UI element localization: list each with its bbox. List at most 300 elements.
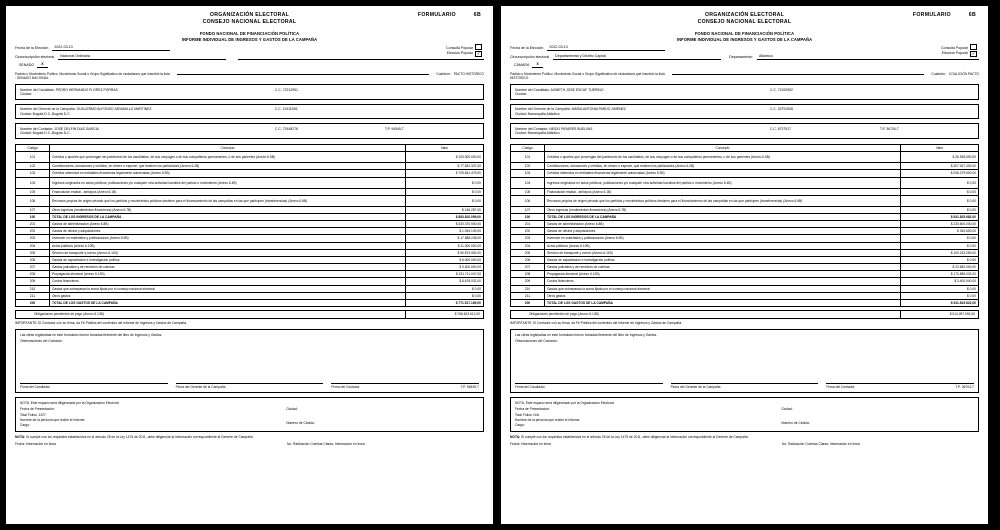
gerente-ciudad-value: Barranquilla,Atlántico — [527, 111, 560, 116]
candidato-ciudad — [515, 92, 770, 96]
table-row — [511, 213, 979, 220]
declaracion-line-1: Las cifras registradas en este formulario fueron tomadas fielmente del libro de Ingresos y Gastos. — [515, 333, 658, 338]
org-line-2: CONSEJO NACIONAL ELECTORAL — [202, 18, 297, 25]
row-concept: Servicio de transporte y correo (Anexo 6.11B) — [545, 249, 901, 256]
row-concept: Otros gastos — [545, 292, 901, 299]
circunscripcion-row — [15, 54, 484, 60]
contador-name-value: JOSE DELFIN DIAZ GARCIA — [54, 126, 99, 131]
row-concept: Gastos judiciales y de rendición de cuentas — [545, 264, 901, 271]
row-concept: Inversión en materiales y publicaciones (Anexo 6.9B) — [50, 235, 406, 242]
row-value: $ 3.400.940,00 — [901, 278, 979, 285]
contador-cc-label: C.C. — [275, 126, 282, 131]
row-code: 100 — [511, 213, 545, 220]
checkbox-boxes — [475, 44, 482, 57]
row-value: $ 541.825.682,00 — [901, 213, 979, 220]
signature-contador-caption — [331, 384, 479, 389]
consulta-popular-checkbox[interactable] — [970, 44, 977, 50]
table-row — [511, 292, 979, 299]
gerente-cc — [770, 107, 880, 111]
signature-contador[interactable] — [826, 377, 974, 389]
row-concept: Créditos obtenidos en entidades financieras legalmente autorizadas (Anexo 6.3B) — [545, 170, 901, 177]
row-value: $ 17.588.236,00 — [406, 235, 484, 242]
col-codigo: Código — [16, 145, 50, 152]
footer-radicacion: No. Radicación Cuentas Claras: Información en línea — [287, 442, 365, 447]
row-code: 107 — [511, 206, 545, 213]
candidato-name-label: Nombre del Candidato: — [515, 87, 550, 92]
corporacion-mark[interactable]: X — [37, 62, 47, 68]
row-code: 205 — [511, 249, 545, 256]
gerente-cc-value: 32791508 — [777, 107, 793, 112]
row-code: 211 — [511, 292, 545, 299]
table-row — [511, 206, 979, 213]
row-concept: Financiación estatal - anticipos (Anexo 6.1B) — [50, 188, 406, 195]
row-value: $ 705.841.475,00 — [406, 170, 484, 177]
ingresos-gastos-table — [15, 144, 484, 307]
table-row — [511, 152, 979, 163]
gerente-cc-label: C.C. — [275, 107, 282, 112]
signature-candidato-caption — [515, 384, 663, 389]
row-concept: Otros ingresos (rendimientos financieros) (Anexo 6.7B) — [50, 206, 406, 213]
col-concepto: Concepto — [50, 145, 406, 152]
row-code: 201 — [511, 221, 545, 228]
table-body — [511, 152, 979, 307]
row-value: $ 0,00 — [406, 195, 484, 206]
bottom-footer — [510, 442, 979, 446]
row-value: $ 6.000.000,00 — [406, 256, 484, 263]
fecha-presentacion-label: Fecha de Presentación: — [20, 406, 55, 411]
candidato-ciudad — [20, 92, 275, 96]
total-folios-label: Total Folios: — [515, 412, 533, 417]
row-code: 208 — [16, 271, 50, 278]
row-code: 207 — [511, 264, 545, 271]
gerente-ciudad — [515, 112, 770, 116]
fecha-eleccion-value[interactable]: 2022-03-13 — [52, 45, 170, 51]
col-valor: Valor — [406, 145, 484, 152]
bottom-nota — [15, 435, 484, 439]
row-value: $ 0,00 — [901, 206, 979, 213]
contador-ciudad-value: Barranquilla,Atlántico — [527, 131, 560, 136]
signature-gerente-caption — [176, 384, 324, 389]
row-concept: Contribuciones, donaciones y créditos, en dinero o especie, que realicen los particulares (Anexo 6.2B) — [50, 163, 406, 170]
formulario-label: FORMULARIO — [912, 12, 952, 18]
row-value: $ 0,00 — [901, 195, 979, 206]
table-row — [511, 278, 979, 285]
partido-label: Partido o Movimiento Político, Movimiento Social o Grupo Significativo de ciudadanos que inscribió la lista — [15, 71, 170, 76]
corporacion-label: CÁMARA — [514, 62, 530, 67]
row-code: 204 — [16, 242, 50, 249]
contador-name-value: NEIDO PAYARES BUELVAS — [549, 126, 593, 131]
contador-ciudad — [20, 131, 275, 135]
row-concept: Gastos judiciales y de rendición de cuentas — [50, 264, 406, 271]
candidato-cc-label: C.C. — [275, 87, 282, 92]
signature-contador-tp: T.P. 94545-T — [460, 384, 480, 389]
table-row — [16, 221, 484, 228]
table-row — [511, 188, 979, 195]
signature-contador-tp: T.P. 36704-T — [955, 384, 975, 389]
total-folios-row — [20, 413, 286, 417]
row-concept: Créditos o aportes que provengan del patrimonio de los candidatos, de sus cónyuges o de sus compañeros permanentes, o de sus parientes (Anexo 6.5B) — [50, 152, 406, 163]
row-value: $ 100.000.000,00 — [406, 152, 484, 163]
row-value: $ 330.370.900,00 — [406, 221, 484, 228]
candidato-ciudad-label: Ciudad: — [20, 91, 32, 96]
candidato-cc-label: C.C. — [770, 87, 777, 92]
footer-fecha: Fecha: Información en línea — [15, 442, 56, 447]
circunscripcion-label: Circunscripción electoral — [15, 55, 55, 60]
declaracion-line-1: Las cifras registradas en este formulario fueron tomadas fielmente del libro de Ingresos y Gastos. — [20, 333, 163, 338]
table-row — [16, 299, 484, 306]
eleccion-popular-checkbox[interactable]: ✓ — [971, 51, 976, 57]
ingresos-gastos-table — [510, 144, 979, 307]
row-code: 104 — [511, 177, 545, 188]
signature-gerente-rule — [671, 377, 819, 384]
table-row — [16, 278, 484, 285]
org-line-1: ORGANIZACIÓN ELECTORAL — [704, 12, 785, 18]
candidato-name-value: AGMETH JOSE ESCAF TIJERINO — [550, 87, 604, 92]
table-head — [16, 145, 484, 152]
signature-contador-rule — [826, 377, 974, 384]
row-code: 208 — [511, 271, 545, 278]
row-code: 210 — [16, 285, 50, 292]
nombre-receptor-label: Nombre de la persona que recibe el informe: — [20, 418, 86, 423]
corporacion-label: SENADO — [19, 62, 35, 67]
row-concept: Gastos de administración (Anexo 6.8B) — [545, 221, 901, 228]
consulta-popular-checkbox[interactable] — [475, 44, 482, 50]
formulario-number-block — [913, 12, 976, 19]
gerente-ciudad-row — [20, 112, 479, 116]
signature-lines — [20, 377, 479, 389]
coalicion-value: PACTO HISTÓRICO — [453, 71, 484, 76]
row-value: $ 26.538.590,00 — [901, 152, 979, 163]
table-row — [16, 177, 484, 188]
form-6b-page-2 — [501, 6, 988, 524]
circunscripcion-value[interactable]: Departamental y Distrito Capital — [553, 54, 721, 60]
row-value: $ 9.400.000,00 — [406, 264, 484, 271]
obligaciones-value: $ 766.623.612,00 — [406, 310, 484, 318]
bottom-nota-text: Si cumple con los requisitos establecidos en el artículo 25 de la Ley 1475 de 2011, debe diligenciar la información correspondiente al Gerente de Campaña — [520, 434, 748, 439]
contador-cc-value: 79148276 — [282, 126, 298, 131]
gerente-ciudad-row — [515, 112, 974, 116]
row-concept: Contribuciones, donaciones y créditos, en dinero o especie, que realicen los particulares (Anexo 6.2B) — [545, 163, 901, 170]
contador-tp-label: T.P. — [880, 126, 886, 131]
table-row — [16, 163, 484, 170]
row-code: 206 — [16, 256, 50, 263]
fecha-eleccion-label: Fecha de la Elección — [510, 46, 544, 51]
organization-heading — [510, 12, 979, 25]
row-value: $ 771.517.169,00 — [406, 299, 484, 306]
table-row — [16, 242, 484, 249]
row-code: 107 — [16, 206, 50, 213]
nota-box-left — [20, 405, 286, 426]
contador-tp-value: 94545-T — [391, 126, 404, 131]
contador-box — [15, 123, 484, 139]
signature-gerente[interactable] — [671, 377, 819, 389]
contador-cc-label: C.C. — [770, 126, 777, 131]
row-value: $ 170.585.032,00 — [901, 271, 979, 278]
coalicion-value: COALICIÓN PACTO — [948, 71, 979, 76]
table-header-row — [16, 145, 484, 152]
gerente-name-value: MARIA ANTONIA PARDO JIMENEZ — [571, 107, 626, 112]
table-row — [16, 285, 484, 292]
table-row — [16, 292, 484, 299]
checkbox-labels — [446, 46, 473, 56]
eleccion-popular-label: Elección Popular — [941, 50, 968, 55]
row-concept: Inversión en materiales y publicaciones (Anexo 6.9B) — [545, 235, 901, 242]
row-value: $ 0,00 — [901, 292, 979, 299]
row-concept: Actos públicos (Anexo 6.10B) — [545, 242, 901, 249]
table-row — [511, 163, 979, 170]
bottom-nota-text: Si cumple con los requisitos establecidos en el artículo 25 de la Ley 1475 de 2011, debe diligenciar la información correspondiente al Gerente de Campaña — [25, 434, 253, 439]
corporacion-row — [15, 62, 484, 68]
table-row — [511, 177, 979, 188]
consulta-popular-label: Consulta Popular — [446, 45, 473, 50]
contador-ciudad-value: Bogotá D.C.,Bogotá D.C. — [32, 131, 71, 136]
gerente-ciudad-label: Ciudad: — [20, 111, 32, 116]
row-code: 105 — [16, 188, 50, 195]
gerente-box — [15, 104, 484, 120]
obligaciones-row — [511, 310, 979, 318]
table-row — [16, 170, 484, 177]
contador-cc — [770, 127, 880, 131]
table-row — [511, 249, 979, 256]
row-concept: Servicio de transporte y correo (Anexo 6.11B) — [50, 249, 406, 256]
table-row — [511, 285, 979, 292]
organization-heading — [15, 12, 484, 25]
row-code: 206 — [511, 256, 545, 263]
signature-candidato-rule — [20, 377, 168, 384]
candidato-box — [510, 84, 979, 100]
row-value: $ 0,00 — [901, 177, 979, 188]
corporacion-mark[interactable]: X — [532, 62, 542, 68]
table-row — [16, 152, 484, 163]
ciudad-recepcion-label: Ciudad: — [286, 406, 298, 411]
bottom-nota-bold: NOTA: — [15, 434, 26, 439]
row-code: 100 — [16, 213, 50, 220]
row-code: 205 — [16, 249, 50, 256]
org-line-2: CONSEJO NACIONAL ELECTORAL — [697, 18, 792, 25]
row-concept: Gastos de oficina y adquisiciones — [50, 228, 406, 235]
gerente-name-label: Nombre del Gerente de la Campaña: — [20, 107, 76, 112]
row-concept: Gastos que sobrepasan la suma fijada por el consejo nacional electoral — [50, 285, 406, 292]
table-row — [16, 235, 484, 242]
row-value: $ 883.810.099,00 — [406, 213, 484, 220]
table-row — [511, 235, 979, 242]
total-folios-value: N/A — [533, 412, 540, 417]
contador-tp-label: T.P. — [385, 126, 391, 131]
signature-gerente-label: Firma del Gerente de la Campaña — [670, 384, 721, 389]
contador-ciudad-row — [20, 131, 479, 135]
table-row — [511, 242, 979, 249]
election-type-checkboxes — [446, 44, 482, 57]
candidato-name-value: PEDRO HERNANDO FLOREZ PORRAS — [55, 87, 118, 92]
eleccion-popular-checkbox[interactable]: ✓ — [476, 51, 481, 57]
signature-gerente-rule — [176, 377, 324, 384]
col-concepto: Concepto — [545, 145, 901, 152]
row-concept: Recursos propios de origen privado que los partidos y movimientos políticos destinen para el financiamiento de las campañas en las que participen (transferencias) (Anexo 6.6B) — [545, 195, 901, 206]
row-concept: Propaganda electoral (Anexo 6.12B) — [50, 271, 406, 278]
table-row — [511, 264, 979, 271]
total-folios-value: 1207 — [38, 412, 46, 417]
obligaciones-table — [510, 310, 979, 319]
row-value: $ 331.711.047,00 — [406, 271, 484, 278]
gerente-ciudad-value: Bogotá D.C.,Bogotá D.C. — [32, 111, 71, 116]
signature-gerente[interactable] — [176, 377, 324, 389]
row-concept: Recursos propios de origen privado que los partidos y movimientos políticos destinen para el financiamiento de las campañas en las que participen (transferencias) (Anexo 6.6B) — [50, 195, 406, 206]
table-head — [511, 145, 979, 152]
numero-cedula-label: Número de Cédula: — [286, 421, 315, 426]
total-folios-row — [515, 413, 781, 417]
table-row — [16, 264, 484, 271]
row-code: 102 — [16, 163, 50, 170]
cargo-label: Cargo: — [515, 422, 525, 427]
signature-contador-label: Firma del Contador — [331, 384, 360, 389]
cargo-label: Cargo: — [20, 422, 30, 427]
contador-tp-value: 36704-T — [886, 126, 899, 131]
signature-candidato[interactable] — [515, 377, 663, 389]
row-code: 204 — [511, 242, 545, 249]
row-concept: Actos públicos (Anexo 6.10B) — [50, 242, 406, 249]
coalicion-label: Coalición: — [931, 71, 946, 76]
corporacion-row — [510, 62, 979, 68]
row-code: 202 — [16, 228, 50, 235]
gerente-cc-label: C.C. — [770, 107, 777, 112]
partido-rule — [672, 72, 925, 75]
ciudad-recepcion-label: Ciudad: — [781, 406, 793, 411]
row-value: $ 23.650.000,00 — [901, 264, 979, 271]
checkbox-boxes — [970, 44, 977, 57]
row-code: 211 — [16, 292, 50, 299]
candidato-cc — [275, 88, 385, 92]
row-concept: Ingresos originados en actos públicos, publicaciones y/o cualquier otra actividad lucrativa del partido o movimiento (Anexo 6.4B) — [50, 177, 406, 188]
row-concept: Costos financieros — [50, 278, 406, 285]
row-code: 209 — [16, 278, 50, 285]
declaracion-box — [510, 329, 979, 393]
row-value: $ 0,00 — [901, 285, 979, 292]
fund-line-2: INFORME INDIVIDUAL DE INGRESOS Y GASTOS DE LA CAMPAÑA — [676, 36, 813, 42]
eleccion-popular-label: Elección Popular — [446, 50, 473, 55]
signature-candidato[interactable] — [20, 377, 168, 389]
declaracion-line-2: Observaciones del Contador: — [20, 339, 63, 344]
table-row — [16, 188, 484, 195]
table-row — [511, 271, 979, 278]
row-value: $ 541.819.822,00 — [901, 299, 979, 306]
row-value: $ 8.678.931,00 — [406, 278, 484, 285]
gerente-cc-value: 19111936 — [282, 107, 298, 112]
signature-candidato-rule — [515, 377, 663, 384]
row-value: $ 0,00 — [406, 292, 484, 299]
row-code: 106 — [16, 195, 50, 206]
signature-candidato-label: Firma del Candidato — [20, 384, 50, 389]
fecha-eleccion-value[interactable]: 2022-03-13 — [547, 45, 665, 51]
signature-contador-caption — [826, 384, 974, 389]
row-value: $ 0,00 — [406, 188, 484, 195]
form-subtitle — [15, 31, 484, 41]
row-code: 203 — [16, 235, 50, 242]
row-concept: Gastos de oficina y adquisiciones — [545, 228, 901, 235]
row-code: 210 — [511, 285, 545, 292]
row-concept: Costos financieros — [545, 278, 901, 285]
table-row — [16, 228, 484, 235]
signature-contador[interactable] — [331, 377, 479, 389]
row-value: $ 0,00 — [901, 235, 979, 242]
obligaciones-label: Obligaciones pendientes de pago (Anexo 6.13B) — [511, 310, 901, 318]
row-value: $ 77.832.337,00 — [406, 163, 484, 170]
row-concept: Propaganda electoral (Anexo 6.12B) — [545, 271, 901, 278]
candidato-ciudad-row — [20, 92, 479, 96]
nota-box-right — [286, 405, 479, 426]
signature-contador-label: Firma del Contador — [826, 384, 855, 389]
contador-ciudad-label: Ciudad: — [20, 131, 32, 136]
row-code: 200 — [16, 299, 50, 306]
organizacion-electoral-box — [510, 397, 979, 432]
nota-box-grid — [515, 405, 974, 426]
signature-lines — [515, 377, 974, 389]
gerente-box — [510, 104, 979, 120]
row-code: 101 — [511, 152, 545, 163]
departamento-value[interactable]: Atlántico — [757, 54, 979, 60]
row-code: 101 — [16, 152, 50, 163]
table-row — [511, 228, 979, 235]
row-concept: Financiación estatal - anticipos (Anexo 6.1B) — [545, 188, 901, 195]
row-code: 103 — [16, 170, 50, 177]
obligaciones-value: $ 514.287.092,00 — [901, 310, 979, 318]
table-row — [511, 256, 979, 263]
table-row — [511, 299, 979, 306]
row-value: $ 0,00 — [901, 242, 979, 249]
gerente-name-value: GUILLERMO ALFONSO JARAMILLO MARTINEZ — [76, 107, 152, 112]
candidato-name-label: Nombre del Candidato: — [20, 87, 55, 92]
row-value: $ 109.243.250,00 — [901, 249, 979, 256]
gerente-ciudad — [20, 112, 275, 116]
total-folios-label: Total Folios: — [20, 412, 38, 417]
formulario-number: 6B — [473, 12, 481, 18]
row-concept: Otros ingresos (rendimientos financieros) (Anexo 6.7B) — [545, 206, 901, 213]
signature-gerente-caption — [671, 384, 819, 389]
row-value: $ 0,00 — [901, 188, 979, 195]
formulario-label: FORMULARIO — [417, 12, 457, 18]
row-concept: TOTAL DE LOS GASTOS DE LA CAMPAÑA — [545, 299, 901, 306]
row-value: $ 340.600,00 — [901, 228, 979, 235]
nota-box-right — [781, 405, 974, 426]
table-row — [16, 213, 484, 220]
table-row — [16, 256, 484, 263]
row-code: 209 — [511, 278, 545, 285]
row-value: $ 60.873.952,00 — [406, 249, 484, 256]
row-concept: Gastos de capacitación e investigación política — [545, 256, 901, 263]
row-value: $ 307.007.492,00 — [901, 163, 979, 170]
col-valor: Valor — [901, 145, 979, 152]
table-row — [16, 271, 484, 278]
contador-box — [510, 123, 979, 139]
contador-cc — [275, 127, 385, 131]
departamento-label: Departamento: — [729, 55, 753, 60]
formulario-number: 6B — [968, 12, 976, 18]
signature-candidato-caption — [20, 384, 168, 389]
candidato-cc — [770, 88, 880, 92]
row-concept: TOTAL DE LOS INGRESOS DE LA CAMPAÑA — [50, 213, 406, 220]
row-code: 207 — [16, 264, 50, 271]
circunscripcion-value[interactable]: Nacional Ordinaria — [58, 54, 226, 60]
row-value: $ 0,00 — [406, 285, 484, 292]
table-row — [16, 195, 484, 206]
row-value: $ 11.000.000,00 — [406, 242, 484, 249]
nota-box-title: NOTA: Este espacio será diligenciado por la Organización Electoral. — [20, 401, 120, 406]
election-type-checkboxes — [941, 44, 977, 57]
contador-name-label: Nombre del Contador: — [20, 126, 54, 131]
table-header-row — [511, 145, 979, 152]
row-concept: Gastos que sobrepasan la suma fijada por el consejo nacional electoral — [545, 285, 901, 292]
signature-gerente-label: Firma del Gerente de la Campaña — [175, 384, 226, 389]
nombre-receptor-label: Nombre de la persona que recibe el informe: — [515, 418, 581, 423]
